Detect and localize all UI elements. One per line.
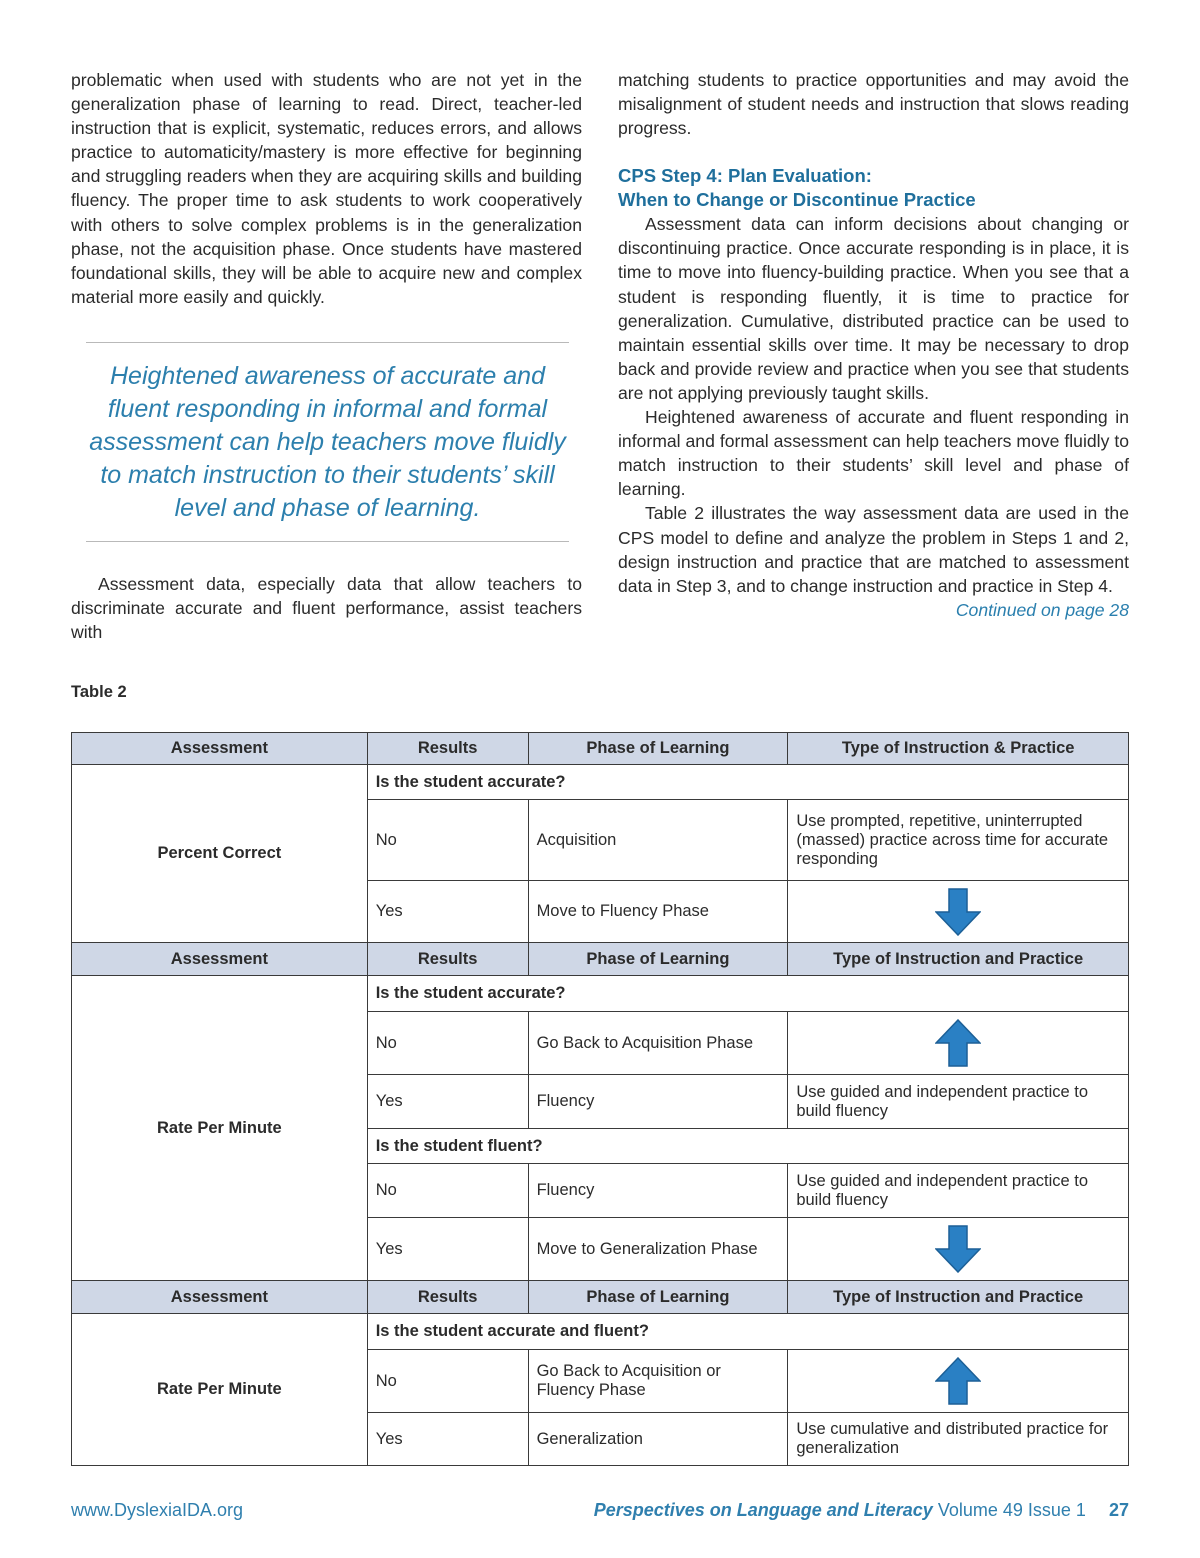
instruction-cell: Use cumulative and distributed practice for generalization	[788, 1413, 1129, 1466]
assessment-table	[71, 732, 1129, 1466]
arrow-cell	[788, 1012, 1129, 1075]
section-heading-line-1: CPS Step 4: Plan Evaluation:	[618, 165, 872, 187]
phase-cell: Go Back to Acquisition or Fluency Phase	[528, 1350, 788, 1413]
header-results: Results	[367, 733, 528, 765]
header-results: Results	[367, 1281, 528, 1314]
publication-title: Perspectives on Language and Literacy	[593, 1500, 933, 1520]
issue-label: Volume 49 Issue 1	[937, 1500, 1086, 1520]
right-paragraph-1: matching students to practice opportunities and may avoid the misalignment of student needs and instruction that slows reading progress.	[618, 70, 1129, 139]
section-heading-line-2: When to Change or Discontinue Practice	[618, 189, 976, 211]
result-cell: No	[367, 800, 528, 881]
header-instruction: Type of Instruction and Practice	[788, 943, 1129, 976]
phase-cell: Move to Fluency Phase	[528, 881, 788, 943]
instruction-cell: Use guided and independent practice to build fluency	[788, 1075, 1129, 1129]
pull-quote: Heightened awareness of accurate and fluent responding in informal and formal assessment can help teachers move fluidly to match instruction to their students’ skill level and phase of learning.	[86, 342, 569, 542]
question-cell: Is the student fluent?	[367, 1129, 1128, 1164]
header-instruction: Type of Instruction and Practice	[788, 1281, 1129, 1314]
left-paragraph-1: problematic when used with students who are not yet in the generalization phase of learning to read. Direct, teacher-led instruction that is explicit, systematic, reduces errors, and allows practice to automaticity/mastery is more effective for beginning and struggling readers when they are acquiring skills and building fluency. The proper time to ask students to work cooperatively with others to solve complex problems is in the generalization phase, not the acquisition phase. Once students have mastered foundational skills, they will be able to acquire new and complex material more easily and quickly.	[71, 70, 582, 307]
result-cell: Yes	[367, 1218, 528, 1281]
table-caption: Table 2	[71, 683, 127, 701]
result-cell: No	[367, 1350, 528, 1413]
header-assessment: Assessment	[72, 943, 368, 976]
instruction-cell: Use prompted, repetitive, uninterrupted (massed) practice across time for accurate responding	[788, 800, 1129, 881]
table-header-row	[72, 1281, 1129, 1314]
left-column	[71, 68, 582, 309]
table-row	[72, 976, 1129, 1012]
table-header-row	[72, 943, 1129, 976]
assessment-cell: Rate Per Minute	[72, 976, 368, 1281]
arrow-cell	[788, 1218, 1129, 1281]
phase-cell: Acquisition	[528, 800, 788, 881]
arrow-cell	[788, 881, 1129, 943]
phase-cell: Generalization	[528, 1413, 788, 1466]
arrow-cell	[788, 1350, 1129, 1413]
continued-link[interactable]: Continued on page 28	[955, 599, 1129, 620]
right-column	[618, 68, 1129, 622]
header-instruction: Type of Instruction & Practice	[788, 733, 1129, 765]
right-paragraph-4: Table 2 illustrates the way assessment data are used in the CPS model to define and analyze the problem in Steps 1 and 2, design instruction and practice that are matched to assessment data in Step 3, and to change instruction and practice in Step 4.	[618, 503, 1129, 596]
footer-publication	[594, 1500, 1129, 1521]
question-cell: Is the student accurate?	[367, 765, 1128, 800]
header-assessment: Assessment	[72, 1281, 368, 1314]
right-paragraph-3: Heightened awareness of accurate and fluent responding in informal and formal assessment can help teachers move fluidly to match instruction to their students’ skill level and phase of learning.	[618, 407, 1129, 500]
result-cell: No	[367, 1164, 528, 1218]
footer-website-link[interactable]: www.DyslexiaIDA.org	[71, 1500, 244, 1520]
header-phase: Phase of Learning	[528, 733, 788, 765]
header-assessment: Assessment	[72, 733, 368, 765]
assessment-cell: Percent Correct	[72, 765, 368, 943]
left-paragraph-2-wrap	[71, 572, 582, 644]
arrow-up-icon	[935, 1357, 981, 1405]
phase-cell: Go Back to Acquisition Phase	[528, 1012, 788, 1075]
arrow-up-icon	[935, 1019, 981, 1067]
right-paragraph-2: Assessment data can inform decisions about changing or discontinuing practice. Once accurate responding is in place, it is time to move into fluency-building practice. When you see that a student is responding fluently, it is time to practice for generalization. Cumulative, distributed practice can be used to maintain essential skills over time. It may be necessary to drop back and provide review and practice when you see that students are not applying previously taught skills.	[618, 214, 1129, 403]
phase-cell: Fluency	[528, 1164, 788, 1218]
header-results: Results	[367, 943, 528, 976]
question-cell: Is the student accurate?	[367, 976, 1128, 1012]
arrow-down-icon	[935, 1225, 981, 1273]
header-phase: Phase of Learning	[528, 943, 788, 976]
result-cell: Yes	[367, 1075, 528, 1129]
assessment-cell: Rate Per Minute	[72, 1314, 368, 1466]
question-cell: Is the student accurate and fluent?	[367, 1314, 1128, 1350]
phase-cell: Move to Generalization Phase	[528, 1218, 788, 1281]
left-paragraph-2: Assessment data, especially data that allow teachers to discriminate accurate and fluent performance, assist teachers with	[71, 574, 582, 643]
table-row	[72, 765, 1129, 800]
phase-cell: Fluency	[528, 1075, 788, 1129]
arrow-down-icon	[935, 888, 981, 936]
table-row	[72, 1314, 1129, 1350]
result-cell: No	[367, 1012, 528, 1075]
result-cell: Yes	[367, 1413, 528, 1466]
table-header-row	[72, 733, 1129, 765]
result-cell: Yes	[367, 881, 528, 943]
page-number: 27	[1108, 1500, 1129, 1520]
instruction-cell: Use guided and independent practice to build fluency	[788, 1164, 1129, 1218]
header-phase: Phase of Learning	[528, 1281, 788, 1314]
